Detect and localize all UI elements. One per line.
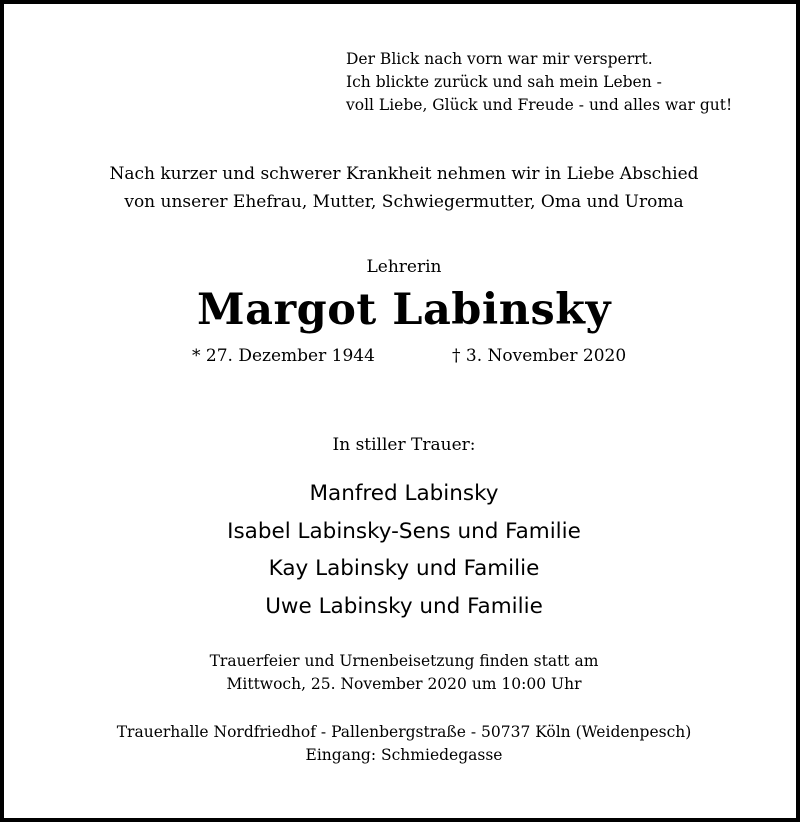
poem-line: Der Blick nach vorn war mir versperrt. <box>346 50 653 68</box>
poem-line: Ich blickte zurück und sah mein Leben - <box>346 73 662 91</box>
mourner-name: Isabel Labinsky-Sens und Familie <box>227 518 581 544</box>
ceremony-line: Mittwoch, 25. November 2020 um 10:00 Uhr <box>226 675 582 693</box>
mourners-list <box>4 475 800 625</box>
intro-line: von unserer Ehefrau, Mutter, Schwiegermutter, Oma und Uroma <box>124 192 684 212</box>
death-date: † 3. November 2020 <box>452 346 627 366</box>
mourner-name: Kay Labinsky und Familie <box>268 556 540 581</box>
mourning-heading: In stiller Trauer: <box>332 435 476 455</box>
location-line: Eingang: Schmiedegasse <box>305 746 503 764</box>
location-line: Trauerhalle Nordfriedhof - Pallenbergstraße - 50737 Köln (Weidenpesch) <box>116 723 692 741</box>
intro-text <box>4 160 800 216</box>
profession: Lehrerin <box>366 257 442 277</box>
ceremony-info <box>4 650 800 696</box>
ceremony-line: Trauerfeier und Urnenbeisetzung finden statt am <box>209 652 599 670</box>
mourner-name: Uwe Labinsky und Familie <box>265 593 543 619</box>
deceased-name: Margot Labinsky <box>197 285 611 335</box>
mourner-name: Manfred Labinsky <box>309 481 499 506</box>
poem-quote <box>346 48 732 117</box>
poem-line: voll Liebe, Glück und Freude - und alles war gut! <box>346 96 733 114</box>
location-info <box>4 721 800 767</box>
intro-line: Nach kurzer und schwerer Krankheit nehmen wir in Liebe Abschied <box>109 164 699 184</box>
birth-date: * 27. Dezember 1944 <box>192 346 375 366</box>
